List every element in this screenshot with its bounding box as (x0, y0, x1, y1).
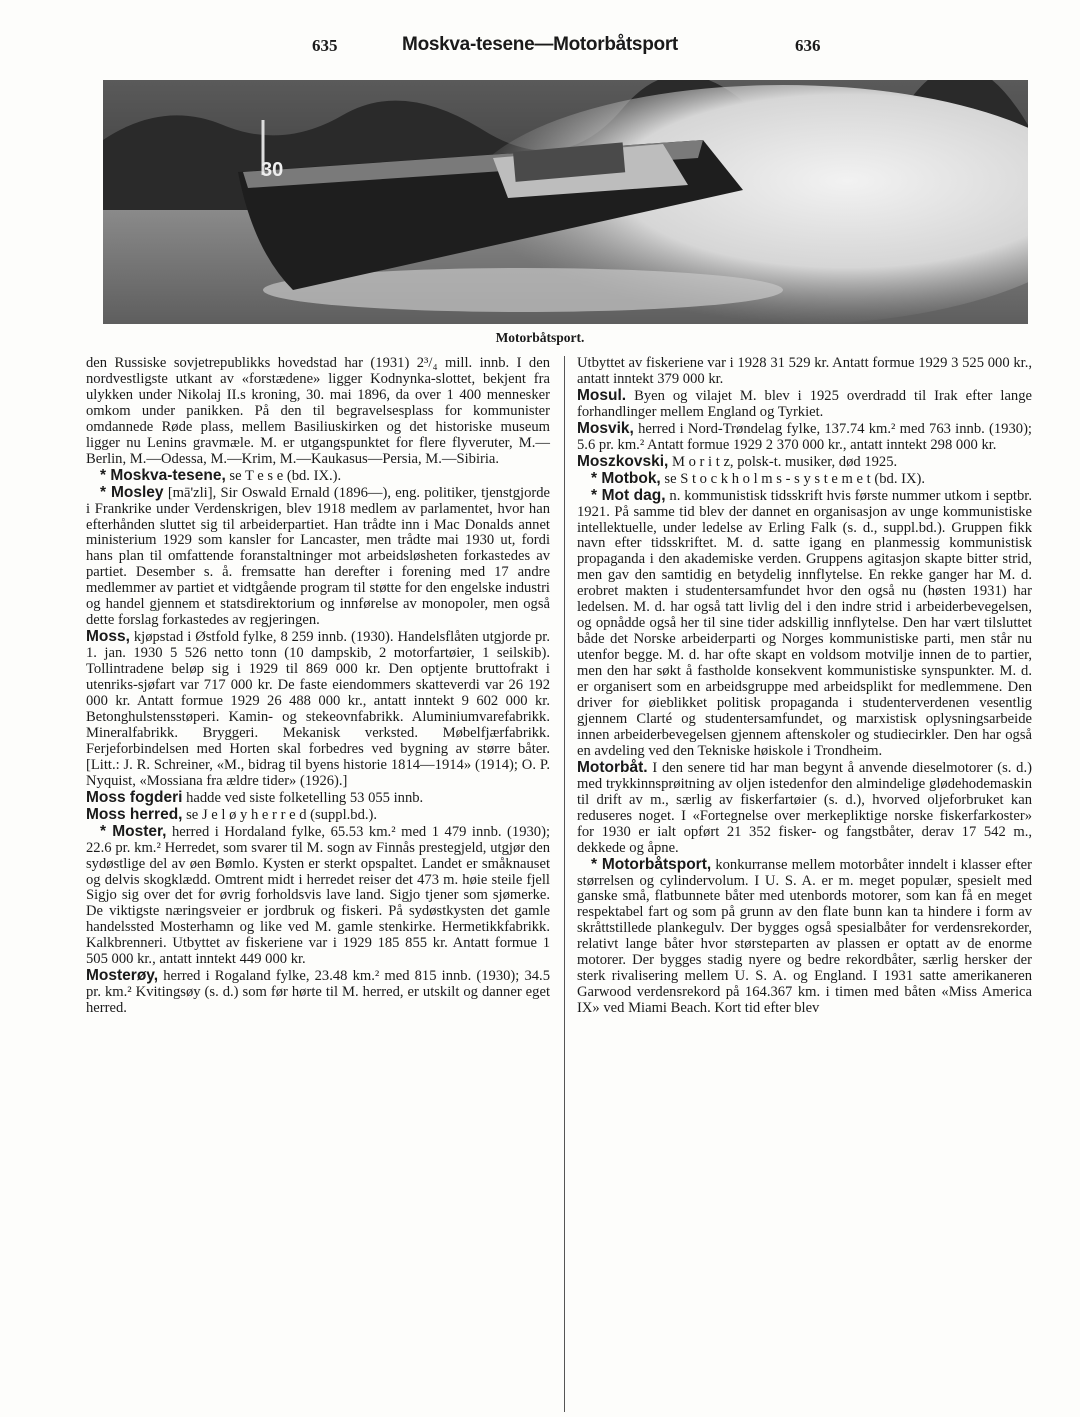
encyclopedia-entry (577, 454, 1032, 471)
entry-text: I den senere tid har man begynt å anvende dieselmotorer (s. d.) med trykkinnsprøitning av oljen istedenfor den almindelige glødehodemaskin til drift av m., særlig av fiskerfartøier (s. d.), hvorved oljeforbruket kan reduseres noget. I «Fortegnelse over merkepliktige norske fiskerfarkoster» for 1930 er ialt opført 21 352 fisker- og fangstbåter, derav 17 542 m., dekkede og åpne. (577, 759, 1032, 856)
page-number-left: 635 (312, 36, 338, 55)
entry-text: kjøpstad i Østfold fylke, 8 259 innb. (1930). Handelsflåten utgjorde pr. 1. jan. 1930 5 526 netto tonn (10 dampskib, 2 motorfartøier, 1 seilskib). Tollintradene beløp sig i 1929 til 869 000 kr. Den optjente bruttofrakt i utenriks-sjøfart var 717 000 kr. De faste eiendommers skatteverdi var 26 192 000 kr. Antatt formue 1929 26 488 000 kr., antatt inntekt 9 602 000 kr. Betonghulstensstøperi. Kamin- og stekeovnfabrikk. Aluminiumvarefabrikk. Mineralfabrikk. Bryggeri. Mekanisk verksted. Møbelfjærfabrikk. Ferjeforbindelsen med Horten skal forbedres ved bygning av større båter. [Litt.: J. R. Schreiner, «M., bidrag til byens historie 1814—1914» (1914); O. P. Nyquist, «Mossiana fra ældre tider» (1926).] (86, 629, 550, 789)
entry-headword: Motorbåt. (577, 758, 648, 776)
entry-text: hadde ved siste folketelling 53 055 innb. (182, 789, 424, 806)
entry-headword: * Mosley (100, 483, 164, 501)
entry-text: den Russiske sovjetrepublikks hovedstad har (1931) 2³/₄ mill. innb. I den nordvestligste utkant av «forstædene» ligger Kodnynka-slottet, bekjent fra ulykken under Nikolaj II.s kroning, 30. mai 1896, da over 1 400 mennesker omkom under panikken. På den til begravelsesplass for kommunister omdannede Røde plass, mellem Basiliuskirken og det historiske museum ligger nu Lenins gravmæle. M. er utgangspunktet for flere flyveruter, M.—Berlin, M.—Odessa, M.—Krim, M.—Kaukasus—Persia, M.—Sibiria. (86, 355, 550, 467)
entry-headword: * Mot dag, (591, 486, 666, 504)
encyclopedia-entry (577, 356, 1032, 388)
entry-text: herred i Nord-Trøndelag fylke, 137.74 km.² med 763 innb. (1930); 5.6 pr. km.² Antatt formue 1929 2 370 000 kr., antatt inntekt 298 000 kr. (577, 420, 1032, 453)
entry-text: se J e l ø y h e r r e d (suppl.bd.). (182, 806, 378, 823)
entry-text: herred i Rogaland fylke, 23.48 km.² med 815 innb. (1930); 34.5 pr. km.² Kvitingsøy (s. d.) som før hørte til M. herred, er utskilt og danner eget herred. (86, 968, 550, 1017)
boat-number: 30 (261, 159, 284, 181)
encyclopedia-entry (577, 421, 1032, 454)
entry-headword: Mosvik, (577, 419, 634, 437)
page-header (0, 36, 1080, 66)
encyclopedia-entry (86, 629, 550, 790)
entry-headword: * Motorbåtsport, (591, 855, 712, 873)
encyclopedia-entry (86, 807, 550, 824)
encyclopedia-entry (86, 790, 550, 807)
entry-text: M o r i t z, polsk-t. musiker, død 1925. (668, 453, 898, 470)
entry-text: se T e s e (bd. IX.). (225, 467, 342, 484)
entry-headword: * Motbok, (591, 469, 661, 487)
running-title: Moskva-tesene—Motorbåtsport (402, 34, 678, 55)
encyclopedia-entry (577, 471, 1032, 488)
entry-text: n. kommunistisk tidsskrift hvis første nummer utkom i septbr. 1921. På samme tid blev der dannet en organisasjon av unge kommunistiske intellektuelle, under ledelse av Erling Falk (s. d., suppl.bd.). Gruppen fikk navn efter tidsskriftet. M. d. satte igang en planmessig kommunistisk propaganda i den akademiske verden. Gruppens agitasjon skapte bitter strid, men gav den samtidig en betydelig innflytelse. En rekke ganger har M. d. erobret makten i studentersamfundet hvor den også nu (høsten 1931) har ledelsen. M. d. har også tatt livlig del i den indre strid i arbeiderbevegelsen, og opnådde også her til sine tider adskillig innflytelse. Den har vært tilsluttet både det Norske arbeiderparti og Norges kommunistiske parti, men står nu utenfor begge. M. d. har ofte skapt en voldsom motvilje innen de to partier, men den har søkt å fastholde konsekvent kommunistiske synspunkter. M. d. er organisert som en arbeidsgruppe med arbeidsplikt for medlemmene. Den driver for øieblikket politisk propaganda i studenterverdenen vesentlig gjennem Clarté og studentersamfundet, og marxistisk oplysningsarbeide innen arbeiderbevegelsen gjennem aftenskoler og studiecirkler. Den har også en avdeling ved den Tekniske høiskole i Trondheim. (577, 487, 1032, 759)
right-column (577, 356, 1032, 1017)
encyclopedia-entry (86, 485, 550, 630)
entry-headword: Moss, (86, 628, 130, 646)
encyclopedia-entry (86, 968, 550, 1017)
entry-headword: Moszkovski, (577, 452, 669, 470)
encyclopedia-entry (577, 760, 1032, 857)
page-number-right: 636 (795, 36, 821, 55)
figure-caption: Motorbåtsport. (495, 330, 585, 345)
encyclopedia-entry (86, 468, 550, 485)
entry-text: Utbyttet av fiskeriene var i 1928 31 529 kr. Antatt formue 1929 3 525 000 kr., antatt inntekt 379 000 kr. (577, 355, 1032, 387)
encyclopedia-entry (577, 857, 1032, 1018)
entry-headword: Mosterøy, (86, 967, 159, 985)
encyclopedia-entry (86, 824, 550, 969)
entry-text: konkurranse mellem motorbåter inndelt i klasser efter størrelsen og cylindervolum. I U. S. A. er m. meget populær, spesielt med ganske små, flatbunnete båter med utenbords motorer, som kan få en meget respektabel fart og som på grunn av den flate bunn kan ta hindere i form av skråttstillede plankegulv. Der bygges også spesialbåter for verdensrekorder, relativt lange båter hvor størsteparten av plassen er optatt av de enorme motorer. Der bygges stadig nyere og bedre rekordbåter, særlig hersker der sterk rivalisering mellem U. S. A. og England. I 1931 satte amerikaneren Garwood verdensrekord på 164.367 km. i timen med båten «Miss America IX» ved Miami Beach. Kort tid efter blev (577, 856, 1032, 1017)
column-divider (564, 356, 565, 1412)
entry-text: Byen og vilajet M. blev i 1925 overdradd til Irak efter lange forhandlinger mellem England og Tyrkiet. (577, 387, 1032, 420)
entry-headword: * Moster, (100, 822, 167, 840)
encyclopedia-entry (86, 356, 550, 468)
entry-headword: * Moskva-tesene, (100, 466, 226, 484)
entry-text: [mā'zli], Sir Oswald Ernald (1896—), eng. politiker, tjenstgjorde i Frankrike under Verdenskrigen, blev 1918 medlem av parlamentet, hvor han efterhånden sluttet sig til arbeiderpartiet. Han trådte inn i Mac Donalds annet ministerium 1929 som kansler for Lancaster, men trådte mai 1930 ut, fordi hans plan til omfattende foranstaltninger mot arbeidsløsheten forkastedes av partiet. Desember s. å. fremsatte han derefter i forening med 17 andre medlemmer av partiet et vidtgående program til støtte for den engelske industri og handel gjennem et statsdirektorium og innførelse av monopoler, men også dette forslag forkastedes av regjeringen. (86, 484, 550, 629)
entry-text: herred i Hordaland fylke, 65.53 km.² med 1 479 innb. (1930); 22.6 pr. km.² Herredet, som svarer til M. sogn av Finnås prestegjeld, utgjør den sydøstlige del av øen Bømlo. Kysten er sterkt opspaltet. Landet er småknauset og delvis skogklædd. Omtrent midt i herredet reiser det 473 m. høie steile fjell Sigjo sig over det for øvrig forholdsvis lave land. Sigjo tjener som sjømerke. De viktigste næringsveier er jordbruk og fiskeri. På sydøstkysten det gamle handelssted Mosterhamn og like ved M. gamle stenkirke. Hermetikkfabrikk. Kalkbrenneri. Utbyttet av fiskeriene var i 1929 185 855 kr. Antatt formue 1 505 000 kr., antatt inntekt 449 000 kr. (86, 823, 550, 968)
entry-headword: Moss herred, (86, 805, 183, 823)
motorboat-photo (103, 80, 1028, 324)
entry-headword: Moss fogderi (86, 788, 183, 806)
encyclopedia-entry (577, 388, 1032, 421)
encyclopedia-entry (577, 488, 1032, 760)
entry-text: se S t o c k h o l m s - s y s t e m e t (bd. IX). (660, 470, 926, 487)
left-column (86, 356, 550, 1017)
entry-headword: Mosul. (577, 386, 627, 404)
